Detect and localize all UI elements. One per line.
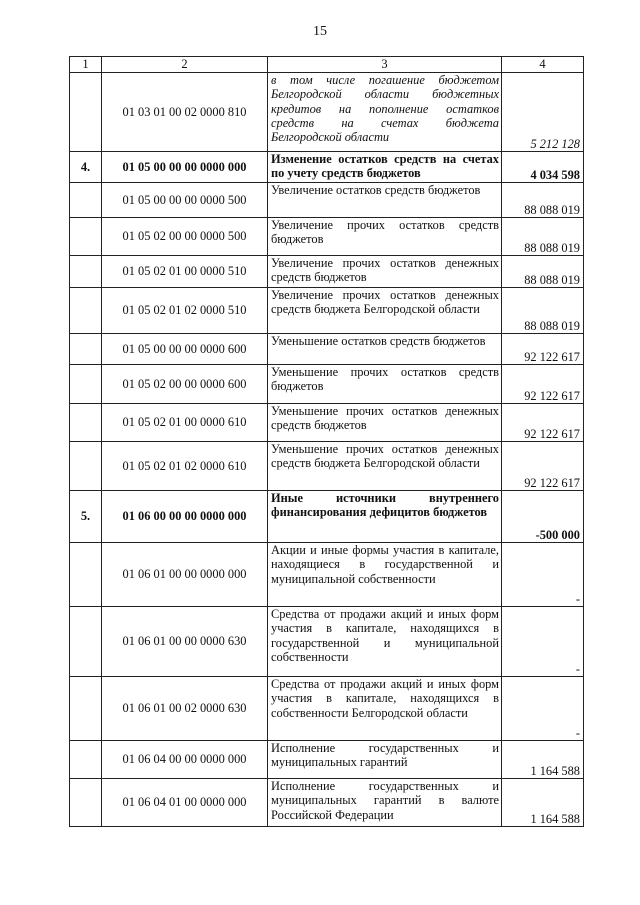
- budget-code: 01 06 00 00 00 0000 000: [102, 491, 268, 543]
- table-row: [70, 288, 584, 334]
- budget-code: 01 03 01 00 02 0000 810: [102, 73, 268, 152]
- row-description: Средства от продажи акций и иных форм участия в капитале, находящихся в собственности Белгородской области: [268, 677, 502, 741]
- table-row: [70, 334, 584, 365]
- table-row: [70, 73, 584, 152]
- row-description: Увеличение остатков средств бюджетов: [268, 183, 502, 218]
- budget-code: 01 05 02 01 00 0000 510: [102, 256, 268, 288]
- row-number: 5.: [70, 491, 102, 543]
- row-number: [70, 442, 102, 491]
- table-row: [70, 607, 584, 677]
- row-amount: 92 122 617: [502, 365, 584, 404]
- budget-code: 01 06 01 00 02 0000 630: [102, 677, 268, 741]
- budget-code: 01 05 00 00 00 0000 600: [102, 334, 268, 365]
- row-number: [70, 404, 102, 442]
- budget-code: 01 05 00 00 00 0000 000: [102, 152, 268, 183]
- row-amount: 92 122 617: [502, 334, 584, 365]
- row-description: Уменьшение прочих остатков средств бюджетов: [268, 365, 502, 404]
- row-amount: -500 000: [502, 491, 584, 543]
- row-number: [70, 288, 102, 334]
- row-amount: -: [502, 677, 584, 741]
- budget-code: 01 05 00 00 00 0000 500: [102, 183, 268, 218]
- row-description: Изменение остатков средств на счетах по учету средств бюджетов: [268, 152, 502, 183]
- table-row: [70, 543, 584, 607]
- sources-of-financing-table: [69, 56, 584, 827]
- table-row: [70, 741, 584, 779]
- table-row: [70, 256, 584, 288]
- row-description: Увеличение прочих остатков средств бюджетов: [268, 218, 502, 256]
- row-amount: 1 164 588: [502, 741, 584, 779]
- table-row: [70, 442, 584, 491]
- row-amount: 5 212 128: [502, 73, 584, 152]
- column-header: 1: [70, 57, 102, 73]
- row-description: Уменьшение прочих остатков денежных средств бюджетов: [268, 404, 502, 442]
- budget-code: 01 06 01 00 00 0000 630: [102, 607, 268, 677]
- row-amount: 92 122 617: [502, 442, 584, 491]
- row-number: [70, 218, 102, 256]
- budget-code: 01 06 04 01 00 0000 000: [102, 779, 268, 827]
- row-description: Иные источники внутреннего финансирования дефицитов бюджетов: [268, 491, 502, 543]
- row-amount: 92 122 617: [502, 404, 584, 442]
- row-amount: -: [502, 543, 584, 607]
- budget-code: 01 05 02 01 02 0000 610: [102, 442, 268, 491]
- table-row: [70, 218, 584, 256]
- row-description: Исполнение государственных и муниципальных гарантий в валюте Российской Федерации: [268, 779, 502, 827]
- page-number: 15: [313, 24, 327, 39]
- row-description: Уменьшение прочих остатков денежных средств бюджета Белгородской области: [268, 442, 502, 491]
- row-description: Исполнение государственных и муниципальных гарантий: [268, 741, 502, 779]
- row-number: [70, 677, 102, 741]
- table-row: [70, 152, 584, 183]
- row-number: [70, 365, 102, 404]
- budget-code: 01 06 01 00 00 0000 000: [102, 543, 268, 607]
- row-amount: 88 088 019: [502, 183, 584, 218]
- table-row: [70, 491, 584, 543]
- row-amount: 88 088 019: [502, 288, 584, 334]
- row-description: Средства от продажи акций и иных форм участия в капитале, находящихся в государственной и муниципальной собственности: [268, 607, 502, 677]
- table-row: [70, 779, 584, 827]
- table-row: [70, 183, 584, 218]
- row-amount: 88 088 019: [502, 218, 584, 256]
- row-number: [70, 183, 102, 218]
- row-number: [70, 779, 102, 827]
- row-description: Акции и иные формы участия в капитале, находящиеся в государственной и муниципальной собственности: [268, 543, 502, 607]
- column-header: 4: [502, 57, 584, 73]
- row-number: [70, 607, 102, 677]
- table-row: [70, 365, 584, 404]
- budget-code: 01 05 02 00 00 0000 600: [102, 365, 268, 404]
- row-number: [70, 73, 102, 152]
- row-number: [70, 256, 102, 288]
- table-header-row: [70, 57, 584, 73]
- budget-code: 01 06 04 00 00 0000 000: [102, 741, 268, 779]
- table-row: [70, 404, 584, 442]
- budget-code: 01 05 02 01 02 0000 510: [102, 288, 268, 334]
- budget-code: 01 05 02 00 00 0000 500: [102, 218, 268, 256]
- row-amount: 1 164 588: [502, 779, 584, 827]
- row-description: Увеличение прочих остатков денежных средств бюджетов: [268, 256, 502, 288]
- row-description: в том числе погашение бюджетом Белгородской области бюджетных кредитов на пополнение остатков средств на счетах бюджета Белгородской области: [268, 73, 502, 152]
- row-amount: -: [502, 607, 584, 677]
- row-number: [70, 334, 102, 365]
- row-number: [70, 543, 102, 607]
- budget-code: 01 05 02 01 00 0000 610: [102, 404, 268, 442]
- table-row: [70, 677, 584, 741]
- row-amount: 88 088 019: [502, 256, 584, 288]
- row-description: Увеличение прочих остатков денежных средств бюджета Белгородской области: [268, 288, 502, 334]
- column-header: 3: [268, 57, 502, 73]
- row-amount: 4 034 598: [502, 152, 584, 183]
- row-number: [70, 741, 102, 779]
- row-number: 4.: [70, 152, 102, 183]
- column-header: 2: [102, 57, 268, 73]
- row-description: Уменьшение остатков средств бюджетов: [268, 334, 502, 365]
